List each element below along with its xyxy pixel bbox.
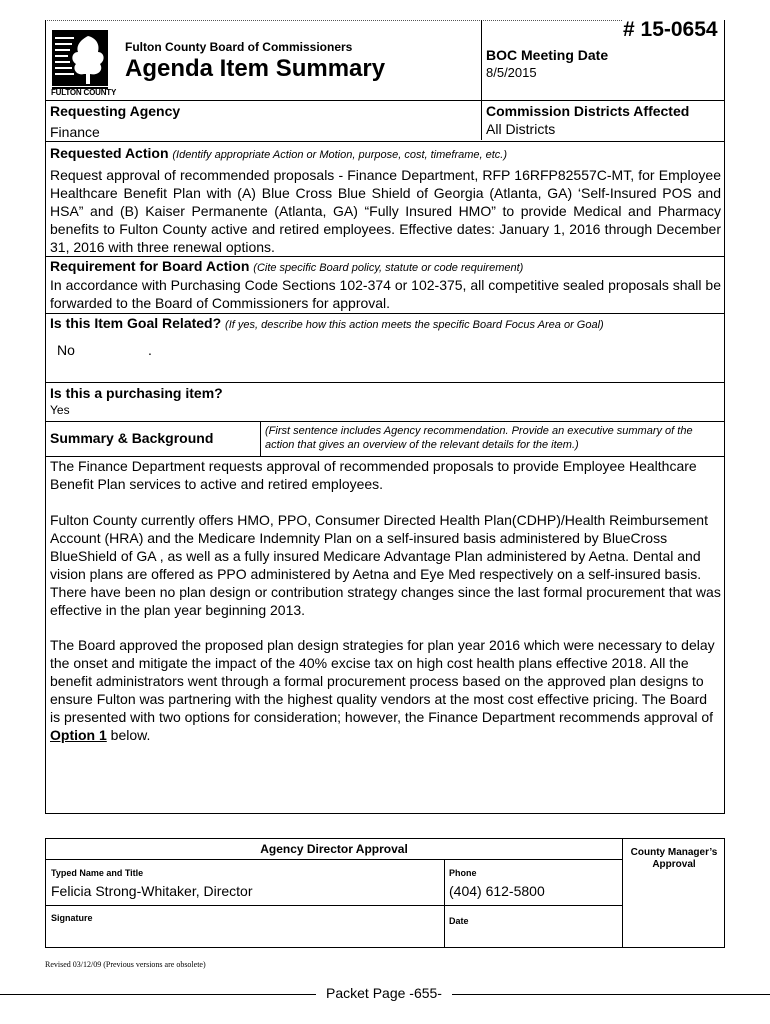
- goal-heading: [50, 315, 604, 331]
- purchasing-value: Yes: [50, 403, 70, 417]
- requirement-text: In accordance with Purchasing Code Sections 102-374 or 102-375, all competitive sealed proposals shall be forwarded to the Board of Commissioners for approval.: [50, 277, 721, 311]
- date-label: Date: [449, 916, 469, 926]
- requested-action-label: Requested Action: [50, 145, 169, 161]
- form-title: Agenda Item Summary: [125, 55, 386, 82]
- summary-paragraph-2: Fulton County currently offers HMO, PPO, Consumer Directed Health Plan(CDHP)/Health Reimbursement Account (HRA) and the Medicare Indemnity Plan on a self-insured basis administered by BlueCross BlueShield of GA , as well as a fully insured Medicare Advantage Plan administered by Aetna. Dental and vision plans are offered as PPO administered by Aetna and Eye Med respectively on a self-insured basis. There have been no plan design or contribution strategy changes since the last formal procurement that was effective in the plan year beginning 2013.: [50, 512, 721, 618]
- requirement-label: Requirement for Board Action: [50, 258, 250, 274]
- phone-value: (404) 612-5800: [449, 883, 545, 899]
- summary-paragraph-1: The Finance Department requests approval of recommended proposals to provide Employee Healthcare Benefit Plan services to active and retired employees.: [50, 458, 697, 492]
- goal-value: No: [57, 342, 75, 358]
- typed-name-value: Felicia Strong-Whitaker, Director: [51, 883, 253, 899]
- requesting-agency-value: Finance: [50, 124, 100, 140]
- requested-action-heading: [50, 145, 507, 161]
- requirement-heading: [50, 258, 523, 274]
- boc-meeting-date: 8/5/2015: [486, 65, 537, 80]
- requested-action-hint: (Identify appropriate Action or Motion, purpose, cost, timeframe, etc.): [172, 149, 508, 161]
- item-number: # 15-0654: [623, 18, 718, 41]
- goal-hint: (If yes, describe how this action meets the specific Board Focus Area or Goal): [225, 319, 604, 331]
- summary-paragraph-3: [50, 636, 721, 744]
- districts-label: Commission Districts Affected: [486, 103, 690, 119]
- org-name: Fulton County Board of Commissioners: [125, 40, 353, 54]
- county-manager-approval-label: County Manager’s Approval: [630, 847, 718, 870]
- purchasing-label: Is this a purchasing item?: [50, 385, 223, 401]
- revised-note: Revised 03/12/09 (Previous versions are obsolete): [45, 960, 206, 969]
- goal-label: Is this Item Goal Related?: [50, 315, 222, 331]
- option-1-reference: Option 1: [50, 727, 107, 743]
- logo-caption: FULTON COUNTY: [51, 88, 117, 97]
- summary-paragraph-3-end: below.: [106, 727, 151, 743]
- approval-header: Agency Director Approval: [260, 842, 408, 856]
- summary-paragraph-3-text: The Board approved the proposed plan design strategies for plan year 2016 which were necessary to delay the onset and mitigate the impact of the 40% excise tax on high cost health plans effective 2018. All the benefit administrators went through a formal procurement process based on the approved plan designs to ensure Fulton was partnering with the highest quality vendors at the most cost effective pricing. The Board is presented with two options for consideration; however, the Finance Department recommends approval of: [50, 637, 715, 725]
- requirement-hint: (Cite specific Board policy, statute or code requirement): [253, 262, 524, 274]
- goal-trailing: .: [148, 342, 152, 358]
- districts-value: All Districts: [486, 121, 556, 137]
- requesting-agency-label: Requesting Agency: [50, 103, 181, 119]
- phone-label: Phone: [449, 868, 477, 878]
- summary-label: Summary & Background: [50, 430, 214, 446]
- signature-label: Signature: [51, 913, 93, 923]
- summary-hint: (First sentence includes Agency recommendation. Provide an executive summary of the action that gives an overview of the relevant details for the item.): [265, 425, 693, 451]
- typed-name-label: Typed Name and Title: [51, 868, 144, 878]
- boc-meeting-label: BOC Meeting Date: [486, 47, 609, 63]
- requested-action-text: Request approval of recommended proposals - Finance Department, RFP 16RFP82557C-MT, for Employee Healthcare Benefit Plan with (A) Blue Cross Blue Shield of Georgia (Atlanta, GA) ‘Self-Insured POS and HSA” and (B) Kaiser Permanente (Atlanta, GA) “Fully Insured HMO” to provide Medical and Pharmacy benefits to Fulton County active and retired employees. Effective dates: January 1, 2016 through December 31, 2016 with three renewal options.: [50, 167, 721, 255]
- packet-page-number: Packet Page -655-: [326, 985, 442, 1001]
